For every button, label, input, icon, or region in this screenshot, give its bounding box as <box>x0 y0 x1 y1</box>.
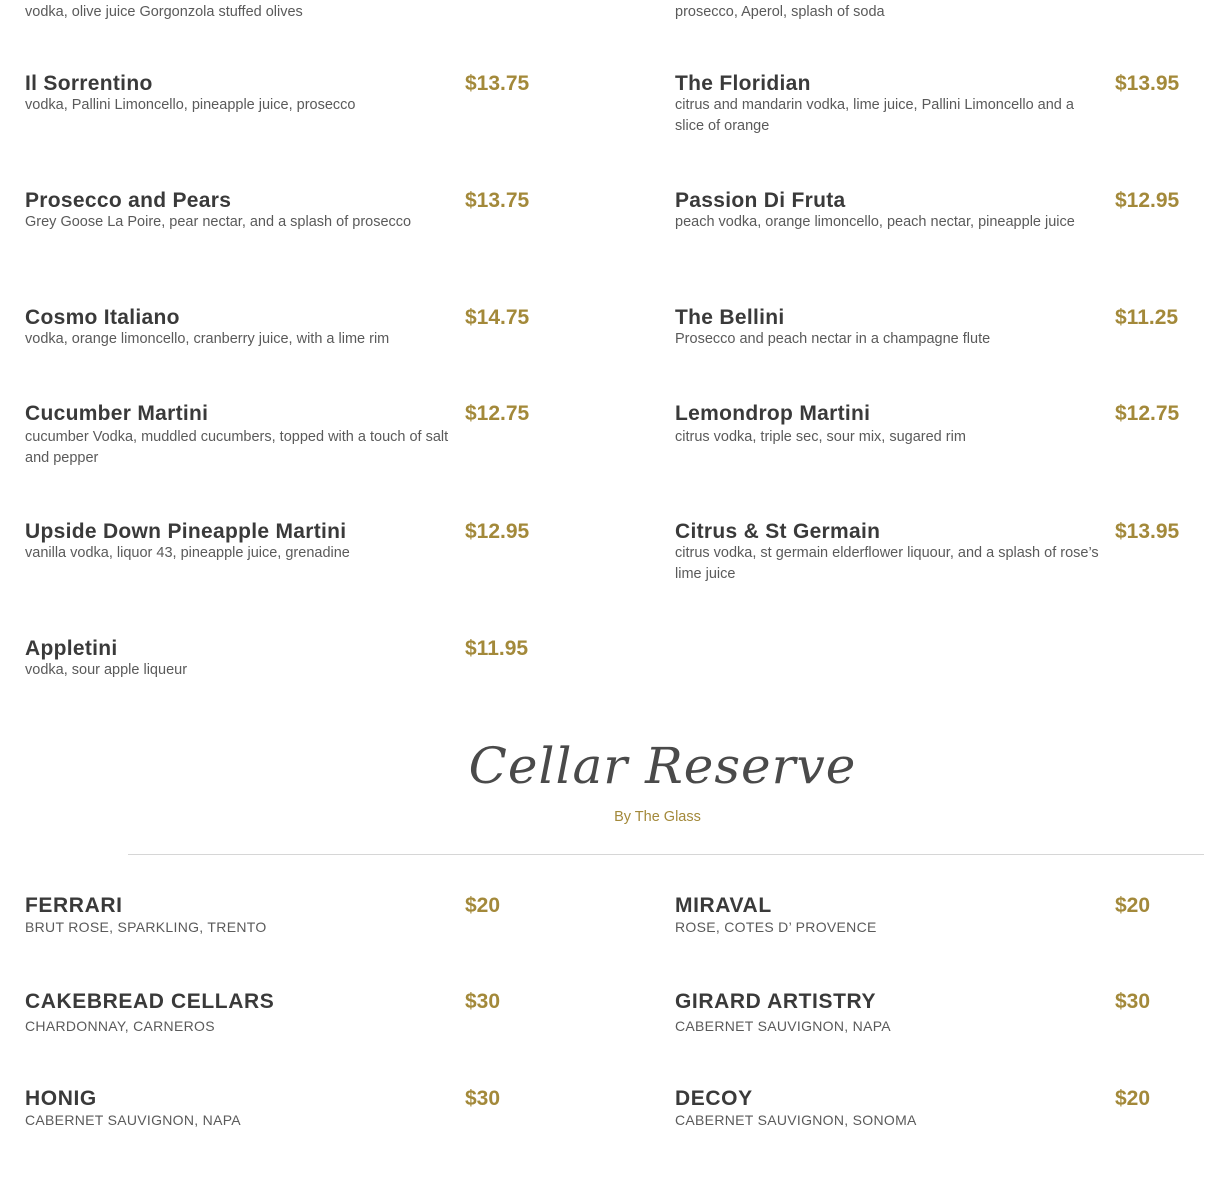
item-description: vodka, sour apple liqueur <box>25 662 188 678</box>
item-description: CABERNET SAUVIGNON, NAPA <box>25 1112 241 1128</box>
item-price: $30 <box>465 990 501 1013</box>
item-price: $30 <box>1115 990 1151 1013</box>
item-description: citrus and mandarin vodka, lime juice, Pallini Limoncello and a slice of orange <box>675 97 1074 134</box>
item-description: ROSE, COTES D’ PROVENCE <box>675 919 877 935</box>
item-price: $14.75 <box>465 306 530 329</box>
item-price: $12.95 <box>1115 189 1180 212</box>
item-name: Citrus & St Germain <box>675 520 881 543</box>
item-price: $12.75 <box>1115 402 1180 425</box>
item-description: prosecco, Aperol, splash of soda <box>675 4 885 20</box>
item-description: CHARDONNAY, CARNEROS <box>25 1018 215 1034</box>
item-name: Prosecco and Pears <box>25 189 232 212</box>
item-name: Cucumber Martini <box>25 402 209 425</box>
divider <box>128 854 1204 855</box>
item-price: $13.95 <box>1115 72 1180 95</box>
item-price: $30 <box>465 1087 501 1110</box>
section-subtitle: By The Glass <box>614 809 701 825</box>
item-name: Lemondrop Martini <box>675 402 871 425</box>
item-description: citrus vodka, triple sec, sour mix, sugared rim <box>675 429 966 445</box>
item-price: $13.75 <box>465 189 530 212</box>
item-description: citrus vodka, st germain elderflower liquour, and a splash of rose’s lime juice <box>675 545 1099 582</box>
item-name: CAKEBREAD CELLARS <box>25 990 275 1013</box>
section-title: Cellar Reserve <box>468 737 857 795</box>
item-description: vanilla vodka, liquor 43, pineapple juice, grenadine <box>25 545 350 561</box>
item-name: MIRAVAL <box>675 894 772 917</box>
item-description: vodka, Pallini Limoncello, pineapple juice, prosecco <box>25 97 356 113</box>
item-description: peach vodka, orange limoncello, peach nectar, pineapple juice <box>675 214 1075 230</box>
item-price: $11.25 <box>1115 306 1179 329</box>
item-name: Il Sorrentino <box>25 72 153 95</box>
item-description: cucumber Vodka, muddled cucumbers, topped with a touch of salt and pepper <box>25 429 449 466</box>
item-name: The Bellini <box>675 306 785 329</box>
item-name: Cosmo Italiano <box>25 306 180 329</box>
item-price: $12.95 <box>465 520 530 543</box>
item-name: Passion Di Fruta <box>675 189 846 212</box>
item-name: GIRARD ARTISTRY <box>675 990 877 1013</box>
item-description: CABERNET SAUVIGNON, SONOMA <box>675 1112 917 1128</box>
item-description: BRUT ROSE, SPARKLING, TRENTO <box>25 919 267 935</box>
item-name: DECOY <box>675 1087 753 1110</box>
item-name: Upside Down Pineapple Martini <box>25 520 347 543</box>
item-price: $13.75 <box>465 72 530 95</box>
item-price: $12.75 <box>465 402 530 425</box>
item-price: $20 <box>1115 1087 1151 1110</box>
item-name: HONIG <box>25 1087 97 1110</box>
item-price: $20 <box>1115 894 1151 917</box>
item-price: $13.95 <box>1115 520 1180 543</box>
item-description: CABERNET SAUVIGNON, NAPA <box>675 1018 891 1034</box>
item-description: Grey Goose La Poire, pear nectar, and a splash of prosecco <box>25 214 412 230</box>
item-price: $20 <box>465 894 501 917</box>
item-name: The Floridian <box>675 72 811 95</box>
item-name: Appletini <box>25 637 118 660</box>
item-description: Prosecco and peach nectar in a champagne flute <box>675 331 991 347</box>
item-name: FERRARI <box>25 894 123 917</box>
item-description: vodka, orange limoncello, cranberry juice, with a lime rim <box>25 331 390 347</box>
item-price: $11.95 <box>465 637 529 660</box>
item-description: vodka, olive juice Gorgonzola stuffed olives <box>25 4 303 20</box>
